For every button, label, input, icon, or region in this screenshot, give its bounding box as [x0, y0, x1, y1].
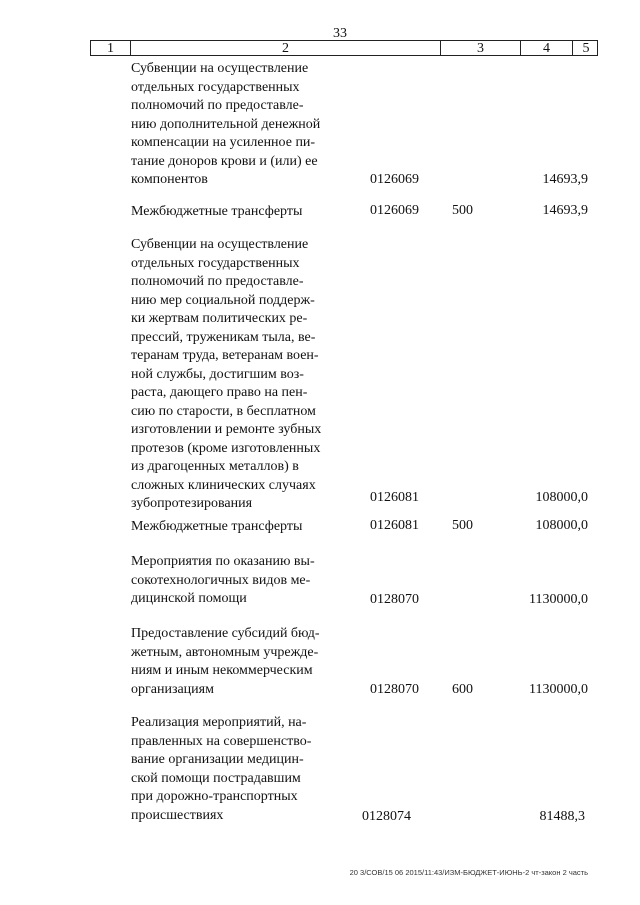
row-description: Субвенции на осуществление отдельных государственных полномочий по предоставле- нию дополнительной денежной компенсации на усиленное пи- тание доноров крови и (или) ее компонентов [131, 61, 321, 187]
header-col-1: 1 [91, 41, 131, 55]
row-description: Мероприятия по оказанию вы- сокотехнологичных видов ме- дицинской помощи [131, 554, 315, 606]
row-amount: 81488,3 [539, 809, 585, 824]
row-code: 0128070 [370, 592, 419, 607]
header-col-5: 5 [582, 41, 590, 56]
row-code: 0128074 [362, 809, 411, 824]
row-code: 0126081 [370, 490, 419, 505]
row-amount: 14693,9 [542, 203, 588, 218]
header-col-4: 4 [521, 41, 573, 55]
row-amount: 108000,0 [535, 518, 588, 533]
row-description: Межбюджетные трансферты [131, 519, 303, 534]
row-description: Реализация мероприятий, на- правленных на совершенство- вание организации медицин- ской помощи пострадавшим при дорожно-транспортных происшествиях [131, 715, 312, 823]
row-amount: 14693,9 [542, 172, 588, 187]
row-description: Межбюджетные трансферты [131, 204, 303, 219]
row-kind: 500 [452, 203, 473, 218]
header-col-2: 2 [131, 41, 441, 55]
row-kind: 500 [452, 518, 473, 533]
row-code: 0126069 [370, 203, 419, 218]
row-code: 0126069 [370, 172, 419, 187]
row-description: Предоставление субсидий бюд- жетным, автономным учрежде- ниям и иным некоммерческим организациям [131, 626, 320, 697]
table-header-row [90, 40, 598, 56]
row-amount: 1130000,0 [529, 592, 588, 607]
header-col-3: 3 [441, 41, 521, 55]
page-number: 33 [333, 26, 347, 41]
row-code: 0126081 [370, 518, 419, 533]
row-amount: 108000,0 [535, 490, 588, 505]
row-kind: 600 [452, 682, 473, 697]
row-amount: 1130000,0 [529, 682, 588, 697]
row-code: 0128070 [370, 682, 419, 697]
footer-document-id: 20 3/СОВ/15 06 2015/11:43/ИЗМ-БЮДЖЕТ-ИЮНЬ-2 чт-закон 2 часть [349, 868, 588, 877]
row-description: Субвенции на осуществление отдельных государственных полномочий по предоставле- нию мер социальной поддерж- ки жертвам политических ре- прессий, труженикам тыла, ве- теранам труда, ветеранам воен- ной службы, достигшим воз- раста, дающего право на пен- сию по старости, в бесплатном изготовлении и ремонте зубных протезов (кроме изготовленных из драгоценных металлов) в сложных клинических случаях зубопротезирования [131, 237, 322, 511]
